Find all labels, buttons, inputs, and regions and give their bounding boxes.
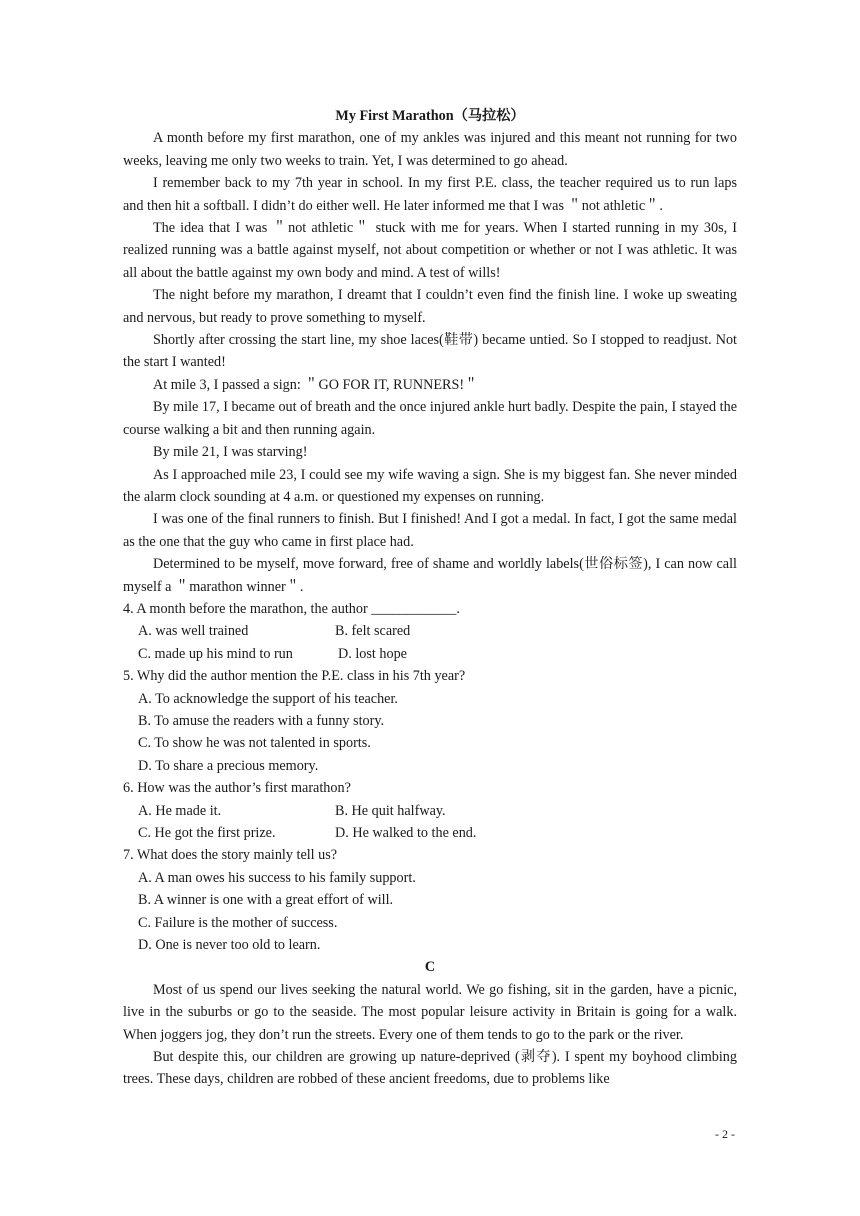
article-paragraph: The idea that I was ＂not athletic＂ stuck with me for years. When I started running in my 30s, I realized running was a battle against myself, not about competition or whether or not I was athletic. It was all about the battle against my own body and mind. A test of wills! [123,220,737,281]
answer-option: A. To acknowledge the support of his teacher. [138,690,398,707]
answer-option: C. He got the first prize. [138,825,276,841]
question-stem: 7. What does the story mainly tell us? [123,847,338,864]
article-paragraph: Most of us spend our lives seeking the natural world. We go fishing, sit in the garden, have a picnic, live in the suburbs or go to the seaside. The most popular leisure activity in Britain is going for a walk. When joggers jog, they don’t run the streets. Every one of them tends to go to the park or the river. [123,981,737,1043]
answer-option: B. He quit halfway. [335,802,446,819]
answer-option: A. A man owes his success to his family support. [138,869,416,886]
article-paragraph: I was one of the final runners to finish. But I finished! And I got a medal. In fact, I got the same medal as the one that the guy who came in first place had. [123,511,737,550]
answer-option: B. A winner is one with a great effort of will. [138,892,394,909]
answer-option: C. To show he was not talented in sports. [138,735,371,752]
question-options [123,800,737,845]
article-paragraph: A month before my first marathon, one of my ankles was injured and this meant not running for two weeks, leaving me only two weeks to train. Yet, I was determined to go ahead. [123,130,737,169]
answer-option: C. made up his mind to run [138,645,293,662]
answer-option: D. To share a precious memory. [138,757,319,774]
answer-option: B. felt scared [335,623,411,640]
question-options [123,620,737,665]
answer-option: A. He made it. [138,802,222,819]
article-paragraph: Shortly after crossing the start line, my shoe laces(鞋带) became untied. So I stopped to readjust. Not the start I wanted! [123,332,737,371]
article-paragraph: At mile 3, I passed a sign: ＂GO FOR IT, RUNNERS!＂ [153,376,479,393]
article-paragraph: The night before my marathon, I dreamt that I couldn’t even find the finish line. I woke up sweating and nervous, but ready to prove something to myself. [123,287,737,326]
article-paragraph: As I approached mile 23, I could see my wife waving a sign. She is my biggest fan. She never minded the alarm clock sounding at 4 a.m. or questioned my expenses on running. [123,466,737,505]
question-block [123,844,737,956]
article-paragraph: Determined to be myself, move forward, free of shame and worldly labels(世俗标签), I can now call myself a ＂marathon winner＂. [123,556,737,595]
document-page [123,105,737,1091]
article-paragraph: By mile 17, I became out of breath and the once injured ankle hurt badly. Despite the pain, I stayed the course walking a bit and then running again. [123,399,737,438]
answer-option: D. lost hope [338,645,407,662]
question-stem: 5. Why did the author mention the P.E. class in his 7th year? [123,668,466,685]
question-block [123,665,737,777]
answer-option: D. One is never too old to learn. [138,937,321,954]
article-paragraph: But despite this, our children are growing up nature-deprived (剥夺). I spent my boyhood climbing trees. These days, children are robbed of these ancient freedoms, due to problems like [123,1049,737,1088]
article-paragraph: By mile 21, I was starving! [153,444,308,461]
question-block [123,777,737,844]
question-options [123,688,737,778]
page-number: - 2 - [715,1127,735,1141]
question-stem: 6. How was the author’s first marathon? [123,780,351,797]
section-title: C [424,959,436,976]
article-paragraph: I remember back to my 7th year in school. In my first P.E. class, the teacher required us to run laps and then hit a softball. I didn’t do either well. He later informed me that I was ＂not athletic＂. [123,175,737,214]
answer-option: D. He walked to the end. [335,825,477,841]
question-block [123,598,737,665]
article-title: My First Marathon（马拉松） [335,108,525,124]
answer-option: C. Failure is the mother of success. [138,914,338,931]
answer-option: A. was well trained [138,623,249,640]
answer-option: B. To amuse the readers with a funny story. [138,712,385,729]
question-options [123,867,737,957]
question-stem: 4. A month before the marathon, the author ____________. [123,600,460,617]
